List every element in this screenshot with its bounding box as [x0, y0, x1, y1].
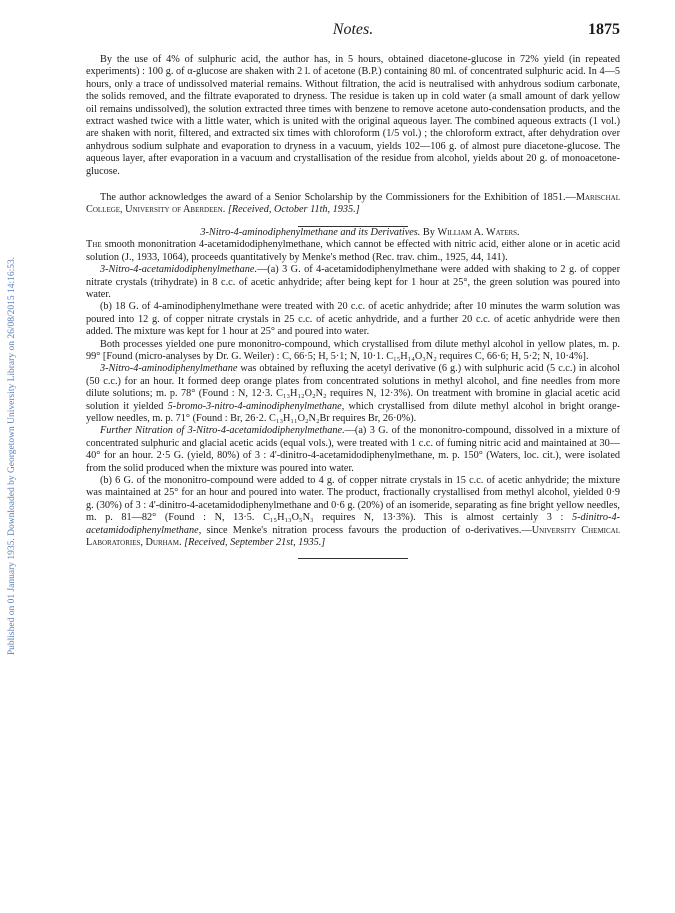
note-title	[86, 227, 620, 239]
ack-received: [Received, October 11th, 1935.]	[227, 204, 360, 216]
further-nitration-heading: Further Nitration of 3-Nitro-4-acetamidodiphenylmethane.	[100, 425, 345, 437]
acetamido-prep-a	[86, 264, 620, 301]
amino-paragraph	[86, 363, 620, 425]
final-text: , since Menke's nitration process favours the production of o-derivatives.—	[198, 524, 532, 536]
paragraph-diacetone-glucose: By the use of 4% of sulphuric acid, the author has, in 5 hours, obtained diacetone-glucose in 72% yield (in repeated experiments) : 100 g. of α-glucose are shaken with 2 l. of acetone (B.P.) containing 80 ml. of concentrated sulphuric acid. In 4—5 hours, only a trace of undissolved material remains. Without filtration, the acid is neutralised with anhydrous sodium carbonate, the solids removed, and the filtrate evaporated to dryness. The residue is taken up in cold water (a small amount of dark yellow oil remains undissolved), the solution extracted three times with benzene to remove acetone auto-condensation products, and the extract washed twice with a little water, which is united with the original aqueous layer. The combined aqueous extracts (1 vol.) are shaken with norit, filtered, and extracted six times with chloroform (1/5 vol.) ; the chloroform extract, after dehydration over anhydrous sodium sulphate and evaporation to dryness in a vacuum, yields 102—106 g. of almost pure diacetone-glucose. The aqueous layer, after evaporation in a vacuum and crystallisation of the residue from alcohol, yields about 20 g. of monoacetone-glucose.	[86, 54, 620, 177]
download-stamp	[0, 0, 24, 913]
final-compound-name: 5-dinitro-4-acetamidodiphenylmethane	[86, 512, 620, 536]
amino-text: was obtained by refluxing the acetyl derivative (6 g.) with sulphuric acid (5 c.c.) in alcohol (50 c.c.) for an hour. It formed deep orange plates from concentrated solutions in methyl alcohol, and fine needles from more dilute solutions; m. p. 78° (Found : N, 12·3. C₁₃H₁₂O₂N₂ requires N, 12·3%). On treatment with bromine in glacial acetic acid solution it yielded	[86, 363, 620, 412]
note-title-text: 3-Nitro-4-aminodiphenylmethane and its Derivatives.	[200, 226, 421, 238]
bromo-compound-name: 5-bromo-3-nitro-4-aminodiphenylmethane	[167, 400, 342, 412]
ack-text: The author acknowledges the award of a Senior Scholarship by the Commissioners for the Exhibition of 1851.—	[100, 192, 576, 204]
acknowledgement	[86, 192, 620, 217]
acetamido-a-text: —(a) 3 G. of 4-acetamidodiphenylmethane were added with shaking to 2 g. of copper nitrate crystals (trihydrate) in 8 c.c. of acetic anhydride; after being kept for 1 hour at 25°, the green solution was poured into water.	[86, 264, 620, 300]
intro-paragraph	[86, 239, 620, 264]
acetamido-heading: 3-Nitro-4-acetamidodiphenylmethane.	[100, 264, 258, 276]
page-header	[86, 21, 620, 41]
intro-text: smooth mononitration 4-acetamidodiphenylmethane, which cannot be effected with nitric acid, either alone or in acetic acid solution (J., 1933, 1064), proceeds quantitatively by Menke's method (Rec. trav. chim., 1925, 44, 141).	[86, 239, 620, 263]
acetamido-prep-b: (b) 18 G. of 4-aminodiphenylmethane were treated with 20 c.c. of acetic anhydride; after 10 minutes the warm solution was poured into 12 g. of copper nitrate crystals in 25 c.c. of acetic anhydride, and a further 20 c.c. of acetic anhydride were then added. The mixture was kept for 1 hour at 25° and poured into water.	[86, 301, 620, 338]
download-stamp-text: Published on 01 January 1935. Downloaded by Georgetown University Library on 26/08/2015 14:16:53.	[7, 256, 17, 656]
further-a-text: —(a) 3 G. of the mononitro-compound, dissolved in a mixture of concentrated sulphuric and glacial acetic acids (equal vols.), were treated with 1 c.c. of fuming nitric acid and maintained at 30—40° for an hour. 2·5 G. (yield, 80%) of 3 : 4'-dinitro-4-acetamidodiphenylmethane, m. p. 150° (Waters, loc. cit.), were isolated from the solid produced when the mixture was poured into water.	[86, 425, 620, 474]
final-affiliation: University Chemical Laboratories, Durham.	[86, 524, 620, 549]
end-divider	[298, 558, 408, 559]
intro-first-word: The	[86, 239, 102, 251]
ack-affiliation: Marischal College, University of Aberdeen.	[86, 192, 620, 216]
further-nitration-b	[86, 475, 620, 549]
further-nitration-a	[86, 425, 620, 475]
article-body	[86, 54, 620, 559]
running-title: Notes.	[332, 21, 374, 38]
final-received: [Received, September 21st, 1935.]	[184, 537, 326, 549]
page-number: 1875	[588, 21, 620, 38]
further-b-text: (b) 6 G. of the mononitro-compound were added to 4 g. of copper nitrate crystals in 15 c.c. of acetic anhydride; the mixture was maintained at 25° for an hour and poured into water. The product, fractionally crystallised from methyl alcohol, yielded 0·9 g. (30%) of 3 : 4'-dinitro-4-acetamidodiphenylmethane and 0·6 g. (20%) of an isomeride, separating as fine bright yellow needles, m. p. 81—82° (Found : N, 13·5. C₁₅H₁₃O₅N₃ requires N, 13·3%). This is almost certainly 3 :	[86, 475, 620, 524]
amino-heading: 3-Nitro-4-aminodiphenylmethane	[100, 363, 238, 375]
bromo-text: , which crystallised from dilute methyl alcohol in bright orange-yellow needles, m. p. 71° (Found : Br, 26·2. C₁₃H₁₁O₂N₂Br requires Br, 26·0%).	[86, 400, 620, 424]
both-processes-paragraph: Both processes yielded one pure mononitro-compound, which crystallised from dilute methyl alcohol in yellow plates, m. p. 99° [Found (micro-analyses by Dr. G. Weiler) : C, 66·5; H, 5·1; N, 10·1. C₁₅H₁₄O₃N₂ requires C, 66·6; H, 5·2; N, 10·4%].	[86, 338, 620, 362]
note-author: William A. Waters.	[437, 226, 520, 238]
note-by: By	[422, 226, 435, 238]
